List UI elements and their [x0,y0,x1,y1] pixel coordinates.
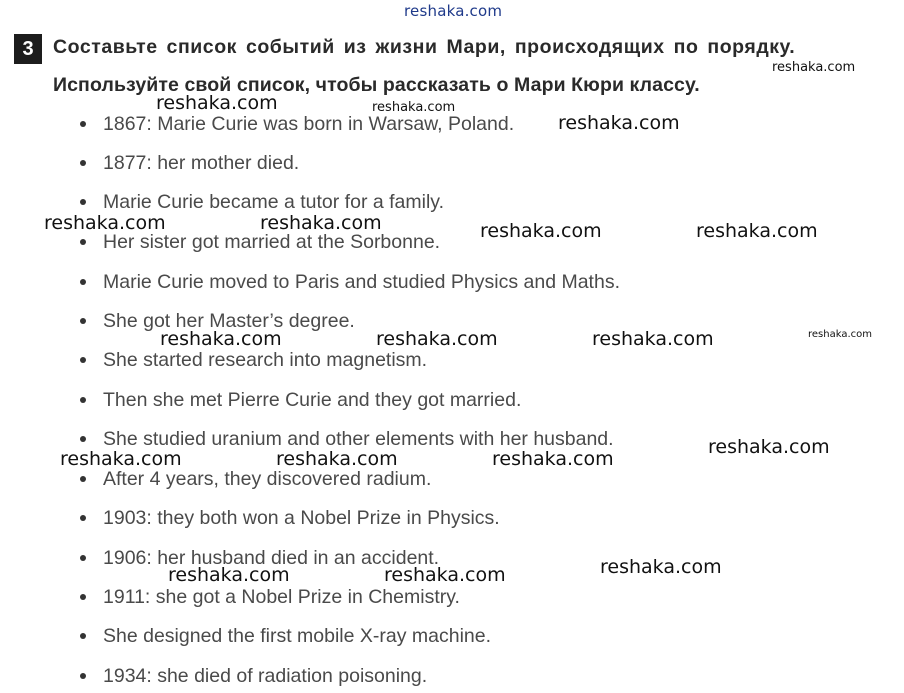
watermark: reshaka.com [808,329,872,340]
list-item [80,191,444,214]
list-item [80,665,427,688]
watermark: reshaka.com [260,212,382,234]
list-item [80,271,620,294]
event-text: 1877: her mother died. [103,152,300,174]
bullet-icon [80,397,86,403]
watermark: reshaka.com [592,328,714,350]
list-item [80,231,440,254]
bullet-icon [80,279,86,285]
bullet-icon [80,436,86,442]
bullet-icon [80,673,86,679]
watermark: reshaka.com [276,448,398,470]
event-text: She started research into magnetism. [103,349,428,371]
list-item [80,389,521,412]
bullet-icon [80,476,86,482]
site-header-link[interactable]: reshaka.com [404,2,503,20]
list-item [80,507,500,530]
bullet-icon [80,199,86,205]
list-item [80,625,491,648]
bullet-icon [80,555,86,561]
bullet-icon [80,239,86,245]
watermark: reshaka.com [156,92,278,114]
watermark: reshaka.com [60,448,182,470]
bullet-icon [80,160,86,166]
event-text: 1934: she died of radiation poisoning. [103,665,428,687]
list-item [80,586,460,609]
event-text: Then she met Pierre Curie and they got married. [103,389,522,411]
watermark: reshaka.com [772,60,856,75]
watermark: reshaka.com [708,436,830,458]
watermark: reshaka.com [160,328,282,350]
bullet-icon [80,515,86,521]
bullet-icon [80,633,86,639]
task-number-badge: 3 [14,34,42,64]
task-instruction-line-1: Составьте список событий из жизни Мари, происходящих по порядку. [53,36,796,58]
event-text: Her sister got married at the Sorbonne. [103,231,441,253]
event-text: Marie Curie moved to Paris and studied Physics and Maths. [103,271,620,293]
bullet-icon [80,318,86,324]
watermark: reshaka.com [372,100,456,115]
event-text: She designed the first mobile X-ray machine. [103,625,492,647]
watermark: reshaka.com [600,556,722,578]
task-instruction-line-2: Используйте свой список, чтобы рассказать о Мари Кюри классу. [53,74,700,96]
list-item [80,468,431,491]
event-text: She got her Master’s degree. [103,310,355,332]
event-text: 1906: her husband died in an accident. [103,547,440,569]
watermark: reshaka.com [696,220,818,242]
event-text: 1911: she got a Nobel Prize in Chemistry. [103,586,460,608]
watermark: reshaka.com [480,220,602,242]
list-item [80,152,299,175]
watermark: reshaka.com [168,564,290,586]
event-text: 1903: they both won a Nobel Prize in Physics. [103,507,500,529]
watermark: reshaka.com [44,212,166,234]
bullet-icon [80,357,86,363]
event-text: After 4 years, they discovered radium. [103,468,432,490]
bullet-icon [80,594,86,600]
watermark: reshaka.com [558,112,680,134]
watermark: reshaka.com [384,564,506,586]
list-item [80,113,514,136]
list-item [80,349,427,372]
event-text: 1867: Marie Curie was born in Warsaw, Poland. [103,113,515,135]
watermark: reshaka.com [492,448,614,470]
bullet-icon [80,121,86,127]
watermark: reshaka.com [376,328,498,350]
event-text: She studied uranium and other elements with her husband. [103,428,614,450]
event-text: Marie Curie became a tutor for a family. [103,191,445,213]
